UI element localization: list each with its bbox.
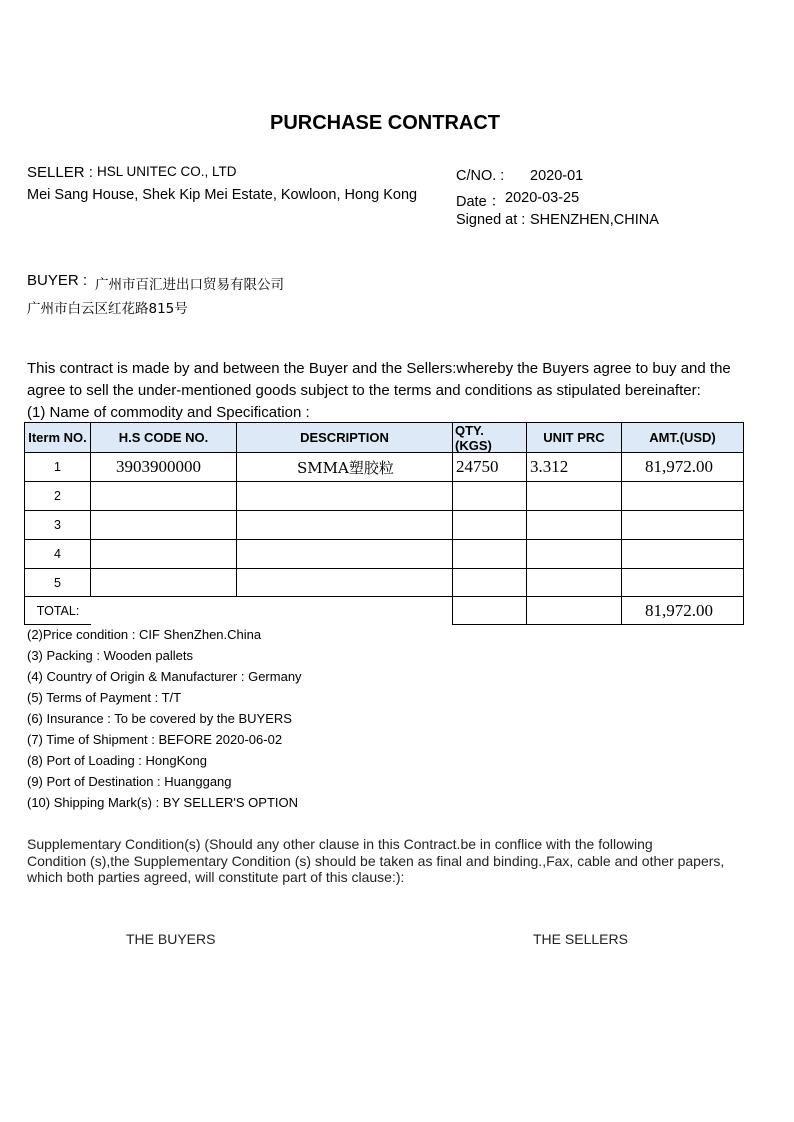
row-3-unit-price — [526, 510, 622, 540]
total-amount: 81,972.00 — [621, 596, 744, 625]
buyer-address: 广州市白云区红花路815号 — [27, 301, 188, 317]
seller-address: Mei Sang House, Shek Kip Mei Estate, Kowloon, Hong Kong — [27, 187, 418, 203]
row-5-qty — [452, 568, 527, 597]
intro-line-2: agree to sell the under-mentioned goods subject to the terms and conditions as stipulated bereinafter: — [27, 382, 701, 399]
term-insurance: (6) Insurance : To be covered by the BUYERS — [27, 711, 292, 726]
row-3-description — [236, 510, 453, 540]
seller-name: HSL UNITEC CO., LTD — [97, 164, 237, 179]
row-2-amount — [621, 481, 744, 511]
total-unit-cell — [526, 596, 622, 625]
goods-table — [25, 423, 744, 626]
term-shipping-marks: (10) Shipping Mark(s) : BY SELLER'S OPTION — [27, 795, 299, 810]
row-5-unit-price — [526, 568, 622, 597]
intro-line-3: (1) Name of commodity and Specification : — [27, 404, 310, 421]
header-description: DESCRIPTION — [236, 422, 453, 453]
buyers-signature-label: THE BUYERS — [126, 931, 216, 947]
signed-at-value: SHENZHEN,CHINA — [530, 212, 659, 228]
document-title: PURCHASE CONTRACT — [270, 112, 500, 134]
contract-date-value: 2020-03-25 — [505, 190, 580, 206]
term-packing: (3) Packing : Wooden pallets — [27, 648, 193, 663]
buyer-name: 广州市百汇进出口贸易有限公司 — [95, 277, 284, 293]
row-3-amount — [621, 510, 744, 540]
term-port-loading: (8) Port of Loading : HongKong — [27, 753, 207, 768]
supplementary-line-1: Supplementary Condition(s) (Should any other clause in this Contract.be in conflice with the following — [27, 836, 653, 852]
header-item-no: Iterm NO. — [24, 422, 91, 453]
row-1-amount: 81,972.00 — [621, 452, 744, 482]
row-1-description: SMMA塑胶粒 — [236, 452, 453, 482]
row-4-description — [236, 539, 453, 569]
header-amount: AMT.(USD) — [621, 422, 744, 453]
total-label: TOTAL: — [24, 596, 91, 625]
row-2-hs-code — [90, 481, 237, 511]
row-3-item-no: 3 — [24, 510, 91, 540]
row-5-amount — [621, 568, 744, 597]
header-qty: QTY. (KGS) — [452, 422, 527, 453]
row-2-qty — [452, 481, 527, 511]
term-origin: (4) Country of Origin & Manufacturer : Germany — [27, 669, 302, 684]
supplementary-line-2: Condition (s),the Supplementary Condition (s) should be taken as final and binding.,Fax, cable and other papers, — [27, 852, 725, 869]
signed-at-label: Signed at : — [456, 212, 526, 228]
term-price-condition: (2)Price condition : CIF ShenZhen.China — [27, 627, 262, 642]
row-5-item-no: 5 — [24, 568, 91, 597]
term-payment: (5) Terms of Payment : T/T — [27, 690, 182, 705]
supplementary-conditions — [27, 836, 747, 886]
term-port-destination: (9) Port of Destination : Huanggang — [27, 774, 232, 789]
row-3-qty — [452, 510, 527, 540]
row-4-qty — [452, 539, 527, 569]
contract-date-label: Date ： — [456, 194, 506, 210]
row-4-amount — [621, 539, 744, 569]
header-hs-code: H.S CODE NO. — [90, 422, 237, 453]
buyer-label: BUYER : — [27, 272, 88, 289]
header-unit-price: UNIT PRC — [526, 422, 622, 453]
row-1-unit-price: 3.312 — [526, 452, 622, 482]
row-1-item-no: 1 — [24, 452, 91, 482]
row-5-description — [236, 568, 453, 597]
sellers-signature-label: THE SELLERS — [533, 931, 628, 947]
contract-no-label: C/NO. : — [456, 168, 505, 184]
row-4-unit-price — [526, 539, 622, 569]
intro-line-1: This contract is made by and between the Buyer and the Sellers:whereby the Buyers agree to buy and the — [27, 360, 731, 377]
row-5-hs-code — [90, 568, 237, 597]
total-qty-cell — [452, 596, 527, 625]
row-2-description — [236, 481, 453, 511]
row-1-qty: 24750 — [452, 452, 527, 482]
seller-label: SELLER : — [27, 164, 93, 181]
row-3-hs-code — [90, 510, 237, 540]
contract-no-value: 2020-01 — [530, 168, 584, 184]
row-2-unit-price — [526, 481, 622, 511]
supplementary-line-3: which both parties agreed, will constitute part of this clause:): — [27, 869, 405, 885]
row-4-item-no: 4 — [24, 539, 91, 569]
term-shipment: (7) Time of Shipment : BEFORE 2020-06-02 — [27, 732, 283, 747]
row-2-item-no: 2 — [24, 481, 91, 511]
row-1-hs-code: 3903900000 — [90, 452, 237, 482]
row-4-hs-code — [90, 539, 237, 569]
